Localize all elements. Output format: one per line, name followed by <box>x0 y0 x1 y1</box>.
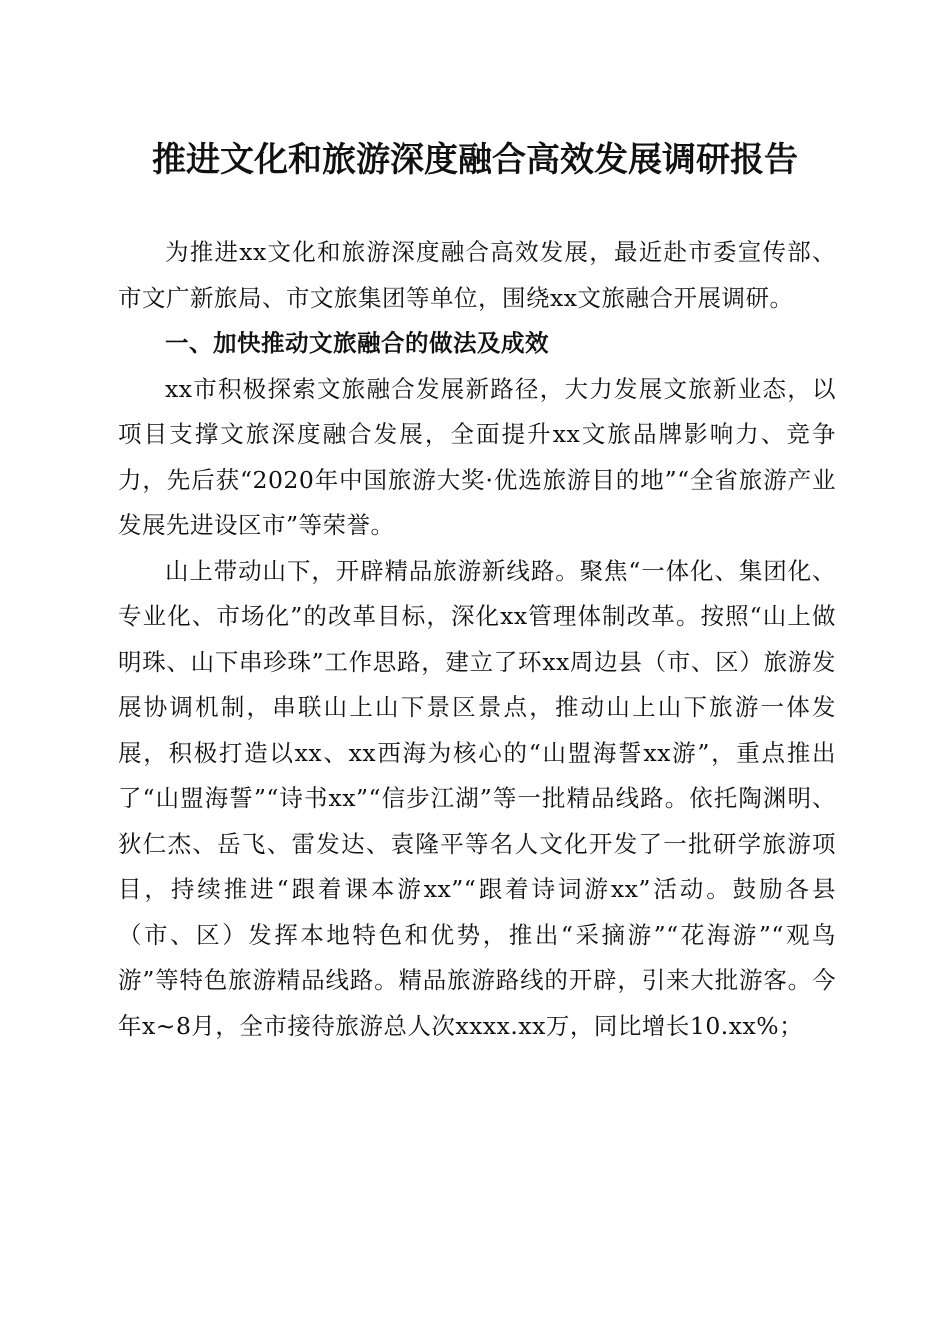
section-heading: 一、加快推动文旅融合的做法及成效 <box>165 329 549 357</box>
body-paragraph: 山上带动山下，开辟精品旅游新线路。聚焦“一体化、集团化、专业化、市场化”的改革目标，深化xx管理体制改革。按照“山上做明珠、山下串珍珠”工作思路，建立了环xx周边县（市、区）旅游发展协调机制，串联山上山下景区景点，推动山上山下旅游一体发展，积极打造以xx、xx西海为核心的“山盟海誓xx游”，重点推出了“山盟海誓”“诗书xx”“信步江湖”等一批精品线路。依托陶渊明、狄仁杰、岳飞、雷发达、袁隆平等名人文化开发了一批研学旅游项目，持续推进“跟着课本游xx”“跟着诗词游xx”活动。鼓励各县（市、区）发挥本地特色和优势，推出“采摘游”“花海游”“观鸟游”等特色旅游精品线路。精品旅游路线的开辟，引来大批游客。今年x~8月，全市接待旅游总人次xxxx.xx万，同比增长10.xx%； <box>118 556 836 1040</box>
intro-paragraph: 为推进xx文化和旅游深度融合高效发展，最近赴市委宣传部、市文广新旅局、市文旅集团等单位，围绕xx文旅融合开展调研。 <box>118 238 836 312</box>
body-paragraph: xx市积极探索文旅融合发展新路径，大力发展文旅新业态，以项目支撑文旅深度融合发展，全面提升xx文旅品牌影响力、竞争力，先后获“2020年中国旅游大奖·优选旅游目的地”“全省旅游产业发展先进设区市”等荣誉。 <box>118 374 836 539</box>
document-body <box>118 230 836 1049</box>
document-title: 推进文化和旅游深度融合高效发展调研报告 <box>152 140 798 180</box>
